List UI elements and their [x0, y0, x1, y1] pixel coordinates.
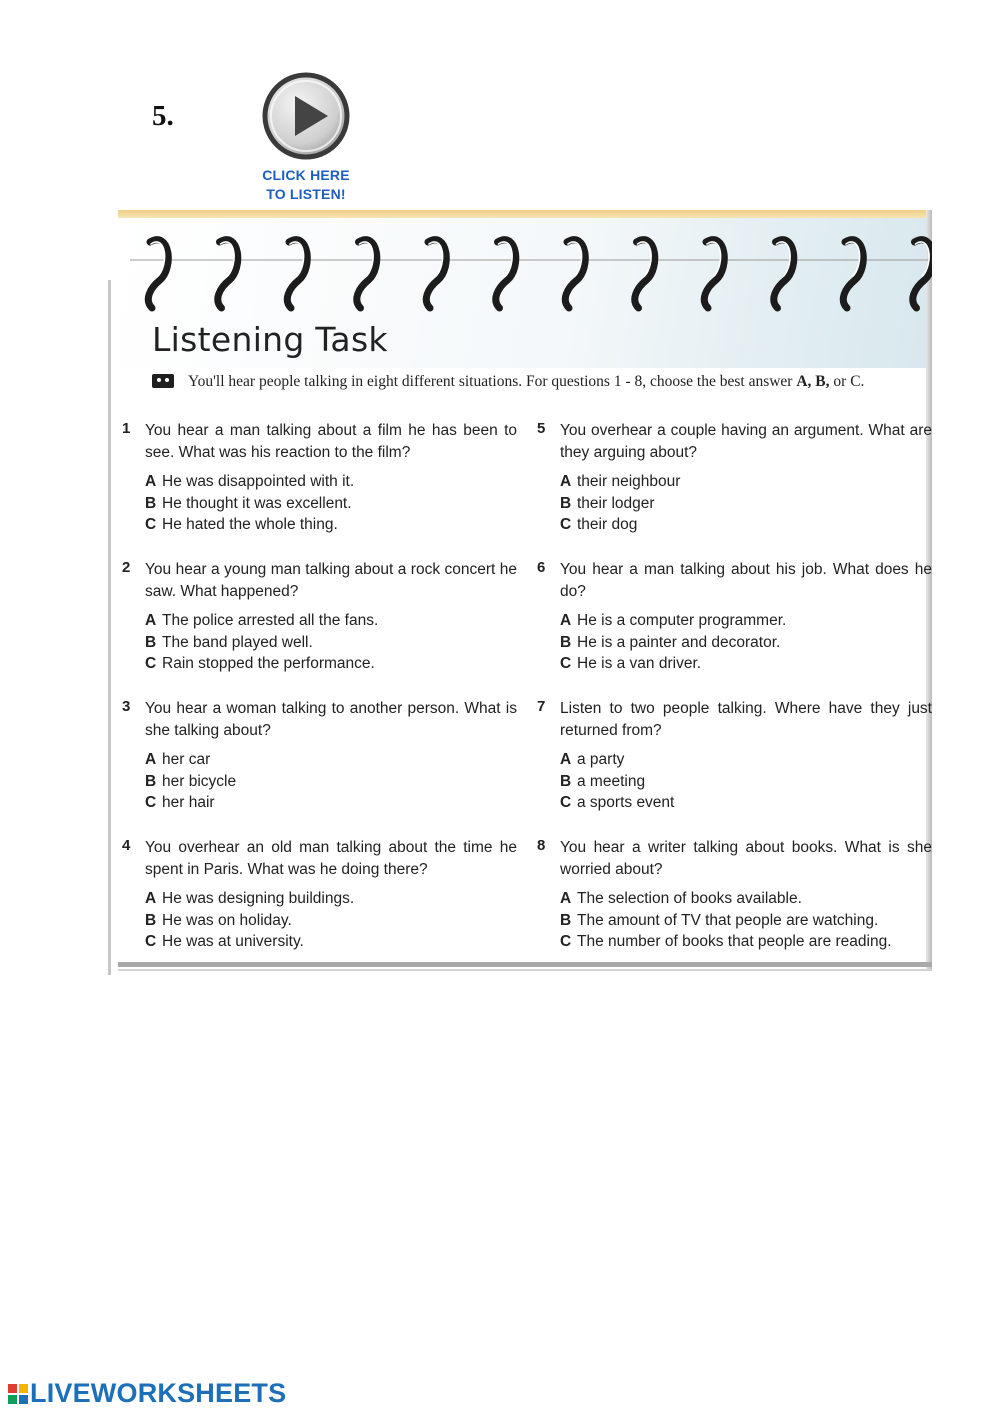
option-letter: B: [145, 911, 157, 929]
option-text: He was designing buildings.: [162, 890, 355, 907]
play-button[interactable]: [262, 72, 350, 160]
question-text: You hear a writer talking about books. What is she worried about?: [560, 839, 932, 878]
option-text: a sports event: [577, 794, 675, 812]
option-text: The band played well.: [162, 633, 313, 651]
option-text: her car: [162, 751, 211, 768]
option-text: He was disappointed with it.: [162, 473, 355, 490]
question: [537, 698, 932, 837]
cassette-icon: [152, 374, 174, 388]
question: [537, 837, 932, 976]
exercise-number: 5.: [152, 100, 174, 132]
option-letter: C: [560, 516, 572, 534]
option-text: The number of books that people are reading.: [577, 933, 892, 951]
option-letter: A: [560, 751, 572, 768]
question-text: Listen to two people talking. Where have they just returned from?: [560, 700, 932, 739]
option-letter: B: [145, 494, 157, 512]
answer-option[interactable]: [145, 653, 517, 675]
play-caption-line2: TO LISTEN!: [266, 186, 346, 202]
option-text: He is a van driver.: [577, 655, 702, 673]
answer-option[interactable]: [145, 910, 517, 932]
option-letter: A: [145, 612, 157, 629]
spiral-ring-icon: [357, 240, 377, 308]
answer-option[interactable]: [560, 931, 932, 953]
spiral-ring-icon: [843, 240, 863, 308]
option-letter: C: [560, 933, 572, 951]
option-letter: A: [560, 612, 572, 629]
option-text: He is a computer programmer.: [577, 612, 787, 629]
answer-option[interactable]: [560, 632, 932, 654]
answer-option[interactable]: [560, 792, 932, 814]
play-icon[interactable]: [262, 72, 350, 160]
option-letter: C: [145, 933, 157, 951]
option-text: their dog: [577, 516, 638, 534]
option-text: He is a painter and decorator.: [577, 633, 781, 651]
answer-option[interactable]: [145, 888, 517, 910]
answer-option[interactable]: [145, 792, 517, 814]
play-caption[interactable]: [244, 166, 368, 204]
instruction-tail: or C.: [829, 373, 865, 390]
instruction-bold: A, B,: [796, 373, 830, 390]
option-text: He thought it was excellent.: [162, 494, 352, 512]
option-letter: A: [145, 751, 157, 768]
option-letter: B: [145, 772, 157, 790]
answer-option[interactable]: [560, 749, 932, 771]
option-letter: C: [560, 794, 572, 812]
question: [122, 837, 522, 976]
question: [122, 698, 522, 837]
option-text: The police arrested all the fans.: [162, 612, 379, 629]
answer-option[interactable]: [560, 910, 932, 932]
question-number: 1: [122, 420, 131, 437]
spiral-ring-icon: [426, 240, 446, 308]
option-text: He was at university.: [162, 933, 304, 951]
top-border: [118, 210, 932, 218]
option-text: their lodger: [577, 494, 655, 512]
answer-option[interactable]: [560, 610, 932, 632]
question: [537, 559, 932, 698]
option-text: a meeting: [577, 772, 646, 790]
option-text: He hated the whole thing.: [162, 516, 338, 534]
instruction-text: You'll hear people talking in eight different situations. For questions 1 - 8, choose the best answer: [188, 373, 797, 390]
spiral-ring-icon: [218, 240, 238, 308]
spiral-ring-icon: [774, 240, 794, 308]
question: [122, 559, 522, 698]
option-letter: A: [145, 890, 157, 907]
task-title: Listening Task: [152, 320, 388, 359]
option-letter: C: [145, 516, 157, 534]
answer-option[interactable]: [560, 888, 932, 910]
answer-option[interactable]: [560, 471, 932, 493]
option-letter: B: [560, 494, 572, 512]
answer-option[interactable]: [145, 471, 517, 493]
option-text: Rain stopped the performance.: [162, 655, 375, 673]
question-text: You overhear a couple having an argument. What are they arguing about?: [560, 422, 932, 461]
answer-option[interactable]: [145, 771, 517, 793]
answer-option[interactable]: [145, 749, 517, 771]
option-text: He was on holiday.: [162, 911, 292, 929]
option-text: The selection of books available.: [577, 890, 802, 907]
spiral-ring-icon: [635, 240, 655, 308]
answer-option[interactable]: [145, 610, 517, 632]
option-letter: B: [560, 633, 572, 651]
bottom-border: [118, 962, 932, 967]
option-letter: C: [145, 655, 157, 673]
option-text: a party: [577, 751, 625, 768]
question-text: You hear a woman talking to another person. What is she talking about?: [145, 700, 517, 739]
left-border: [108, 280, 111, 975]
option-letter: C: [560, 655, 572, 673]
question-text: You overhear an old man talking about the time he spent in Paris. What was he doing there?: [145, 839, 517, 878]
option-letter: C: [145, 794, 157, 812]
questions-right-column: [537, 420, 932, 976]
spiral-binding-icon: [130, 228, 932, 328]
questions-left-column: [122, 420, 522, 976]
answer-option[interactable]: [560, 493, 932, 515]
question-number: 5: [537, 420, 546, 437]
question: [537, 420, 932, 559]
question-text: You hear a man talking about his job. What does he do?: [560, 561, 932, 600]
question-number: 7: [537, 698, 546, 715]
option-letter: B: [560, 911, 572, 929]
answer-option[interactable]: [560, 771, 932, 793]
answer-option[interactable]: [145, 931, 517, 953]
question-number: 3: [122, 698, 131, 715]
spiral-ring-icon: [704, 240, 724, 308]
option-letter: B: [560, 772, 572, 790]
answer-option[interactable]: [145, 632, 517, 654]
worksheet-card: [108, 210, 932, 978]
question: [122, 420, 522, 559]
option-letter: A: [560, 473, 572, 490]
play-caption-line1: CLICK HERE: [262, 167, 350, 183]
question-number: 4: [122, 837, 131, 854]
option-text: The amount of TV that people are watching.: [577, 911, 879, 929]
answer-option[interactable]: [145, 493, 517, 515]
option-letter: B: [145, 633, 157, 651]
option-text: her bicycle: [162, 772, 237, 790]
question-number: 2: [122, 559, 131, 576]
option-text: her hair: [162, 794, 215, 812]
answer-option[interactable]: [145, 514, 517, 536]
question-text: You hear a young man talking about a rock concert he saw. What happened?: [145, 561, 517, 600]
question-text: You hear a man talking about a film he has been to see. What was his reaction to the film?: [145, 422, 517, 461]
worksheet-logo-icon: [8, 1384, 28, 1404]
answer-option[interactable]: [560, 514, 932, 536]
spiral-ring-icon: [496, 240, 516, 308]
question-number: 6: [537, 559, 546, 576]
spiral-ring-icon: [148, 240, 168, 308]
option-letter: A: [560, 890, 572, 907]
bottom-border-shadow: [118, 969, 932, 971]
option-text: their neighbour: [577, 473, 681, 490]
answer-option[interactable]: [560, 653, 932, 675]
brand-name: LIVEWORKSHEETS: [30, 1378, 287, 1408]
instruction: [152, 373, 932, 391]
spiral-ring-icon: [287, 240, 307, 308]
spiral-ring-icon: [565, 240, 585, 308]
question-number: 8: [537, 837, 546, 854]
option-letter: A: [145, 473, 157, 490]
